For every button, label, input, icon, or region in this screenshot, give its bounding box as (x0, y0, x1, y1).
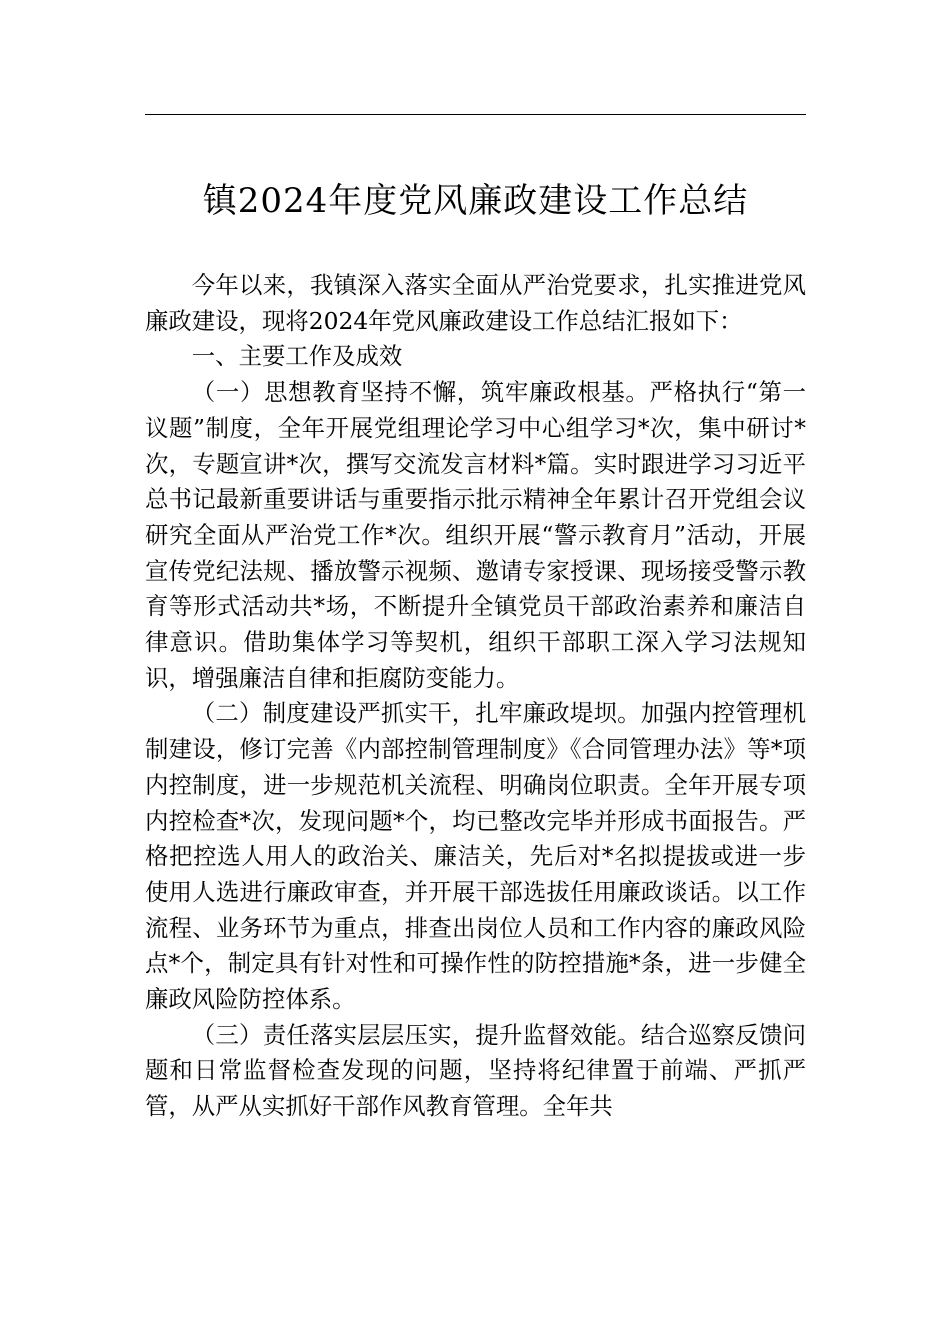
section-heading-main-work: 一、主要工作及成效 (191, 342, 403, 371)
paragraph-responsibility: （三）责任落实层层压实，提升监督效能。结合巡察反馈问题和日常监督检查发现的问题，坚持将纪律置于前端、严抓严管，从严从实抓好干部作风教育管理。全年共 (145, 1020, 806, 1121)
document-title: 镇2024年度党风廉政建设工作总结 (202, 181, 749, 221)
paragraph-ideological-education: （一）思想教育坚持不懈，筑牢廉政根基。严格执行“第一议题”制度，全年开展党组理论学习中心组学习*次，集中研讨*次，专题宣讲*次，撰写交流发言材料*篇。实时跟进学习习近平总书记最新重要讲话与重要指示批示精神全年累计召开党组会议研究全面从严治党工作*次。组织开展“警示教育月”活动，开展宣传党纪法规、播放警示视频、邀请专家授课、现场接受警示教育等形式活动共*场，不断提升全镇党员干部政治素养和廉洁自律意识。借助集体学习等契机，组织干部职工深入学习法规知识，增强廉洁自律和拒腐防变能力。 (145, 378, 806, 692)
document-body (145, 268, 806, 1125)
header-rule (145, 114, 806, 115)
paragraph-system-building: （二）制度建设严抓实干，扎牢廉政堤坝。加强内控管理机制建设，修订完善《内部控制管理制度》《合同管理办法》等*项内控制度，进一步规范机关流程、明确岗位职责。全年开展专项内控检查*次，发现问题*个，均已整改完毕并形成书面报告。严格把控选人用人的政治关、廉洁关，先后对*名拟提拔或进一步使用人选进行廉政审查，并开展干部选拔任用廉政谈话。以工作流程、业务环节为重点，排查出岗位人员和工作内容的廉政风险点*个，制定具有针对性和可操作性的防控措施*条，进一步健全廉政风险防控体系。 (145, 699, 806, 1014)
intro-paragraph: 今年以来，我镇深入落实全面从严治党要求，扎实推进党风廉政建设，现将2024年党风廉政建设工作总结汇报如下： (145, 271, 806, 335)
